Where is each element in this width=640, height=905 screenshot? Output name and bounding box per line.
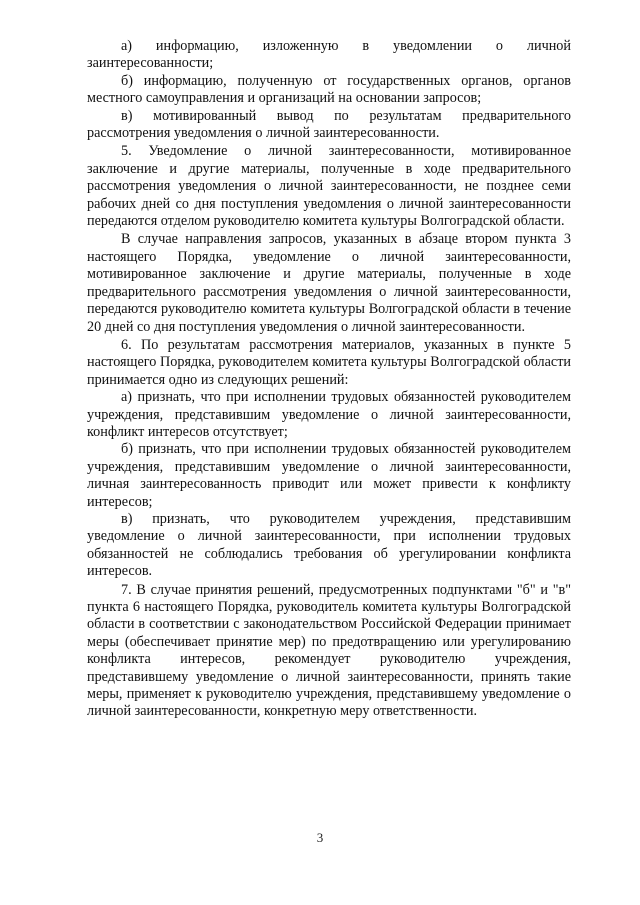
paragraph-item-6: 6. По результатам рассмотрения материалов, указанных в пункте 5 настоящего Порядка, руководителем комитета культуры Волгоградской области принимается одно из следующих решений: bbox=[87, 336, 571, 388]
paragraph-subitem-v-conclusion: в) мотивированный вывод по результатам предварительного рассмотрения уведомления о личной заинтересованности. bbox=[87, 107, 571, 142]
page-number: 3 bbox=[316, 830, 324, 845]
paragraph-item-5: 5. Уведомление о личной заинтересованности, мотивированное заключение и другие материалы, полученные в ходе предварительного рассмотрения уведомления о личной заинтересованности, не позднее семи рабочих дней со дня поступления уведомления о личной заинтересованности передаются отделом руководителю комитета культуры Волгоградской области. bbox=[87, 143, 571, 230]
paragraph-item-7: 7. В случае принятия решений, предусмотренных подпунктами "б" и "в" пункта 6 настоящего Порядка, руководитель комитета культуры Волгоградской области в соответствии с законодательством Российской Федерации принимает меры (обеспечивает принятие мер) по предотвращению или урегулированию конфликта интересов, рекомендует руководителю учреждения, представившему уведомление о личной заинтересованности, принять такие меры, применяет к руководителю учреждения, представившему уведомление о личной заинтересованности, конкретную меру ответственности. bbox=[87, 581, 571, 720]
document-body bbox=[87, 38, 571, 721]
paragraph-decision-b: б) признать, что при исполнении трудовых обязанностей руководителем учреждения, представившим уведомление о личной заинтересованности, личная заинтересованность приводит или может привести к конфликту интересов; bbox=[87, 441, 571, 510]
paragraph-subitem-b-information: б) информацию, полученную от государственных органов, органов местного самоуправления и организаций на основании запросов; bbox=[87, 72, 571, 107]
paragraph-subitem-a-information: а) информацию, изложенную в уведомлении о личной заинтересованности; bbox=[87, 38, 571, 72]
paragraph-decision-a: а) признать, что при исполнении трудовых обязанностей руководителем учреждения, представившим уведомление о личной заинтересованности, конфликт интересов отсутствует; bbox=[87, 389, 571, 440]
paragraph-item-5-requests: В случае направления запросов, указанных в абзаце втором пункта 3 настоящего Порядка, уведомление о личной заинтересованности, мотивированное заключение и другие материалы, полученные в ходе предварительного рассмотрения уведомления о личной заинтересованности, передаются руководителю комитета культуры Волгоградской области в течение 20 дней со дня поступления уведомления о личной заинтересованности. bbox=[87, 231, 571, 335]
paragraph-decision-v: в) признать, что руководителем учреждения, представившим уведомление о личной заинтересованности, при исполнении трудовых обязанностей не соблюдались требования об урегулировании конфликта интересов. bbox=[87, 510, 571, 580]
